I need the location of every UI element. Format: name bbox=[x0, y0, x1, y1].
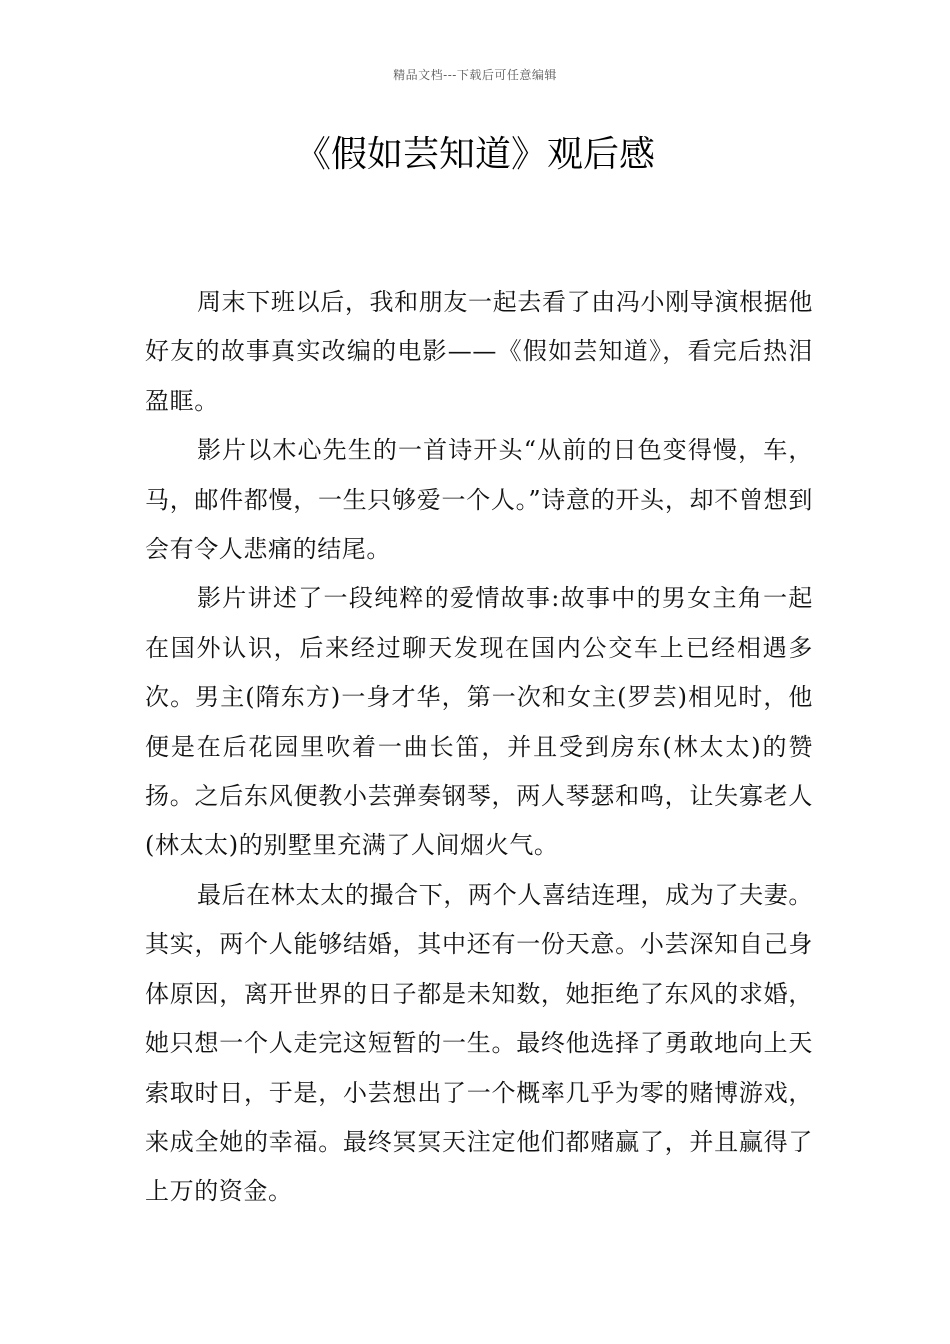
paragraph-4: 最后在林太太的撮合下，两个人喜结连理，成为了夫妻。其实，两个人能够结婚，其中还有一份天意。小芸深知自己身体原因，离开世界的日子都是未知数，她拒绝了东风的求婚，她只想一个人走完这短暂的一生。最终他选择了勇敢地向上天索取时日，于是，小芸想出了一个概率几乎为零的赌博游戏，来成全她的幸福。最终冥冥天注定他们都赌赢了，并且赢得了上万的资金。 bbox=[145, 880, 813, 1206]
document-title: 《假如芸知道》观后感 bbox=[294, 134, 655, 175]
document-body bbox=[145, 278, 813, 1217]
paragraph-2: 影片以木心先生的一首诗开头“从前的日色变得慢，车，马，邮件都慢，一生只够爱一个人。”诗意的开头，却不曾想到会有令人悲痛的结尾。 bbox=[145, 436, 813, 564]
paragraph-3: 影片讲述了一段纯粹的爱情故事:故事中的男女主角一起在国外认识，后来经过聊天发现在国内公交车上已经相遇多次。男主(隋东方)一身才华，第一次和女主(罗芸)相见时，他便是在后花园里吹着一曲长笛，并且受到房东(林太太)的赞扬。之后东风便教小芸弹奏钢琴，两人琴瑟和鸣，让失寡老人(林太太)的别墅里充满了人间烟火气。 bbox=[145, 584, 813, 860]
header-note: 精品文档---下载后可任意编辑 bbox=[393, 68, 557, 82]
paragraph-1: 周末下班以后，我和朋友一起去看了由冯小刚导演根据他好友的故事真实改编的电影——《假如芸知道》，看完后热泪盈眶。 bbox=[145, 288, 813, 415]
